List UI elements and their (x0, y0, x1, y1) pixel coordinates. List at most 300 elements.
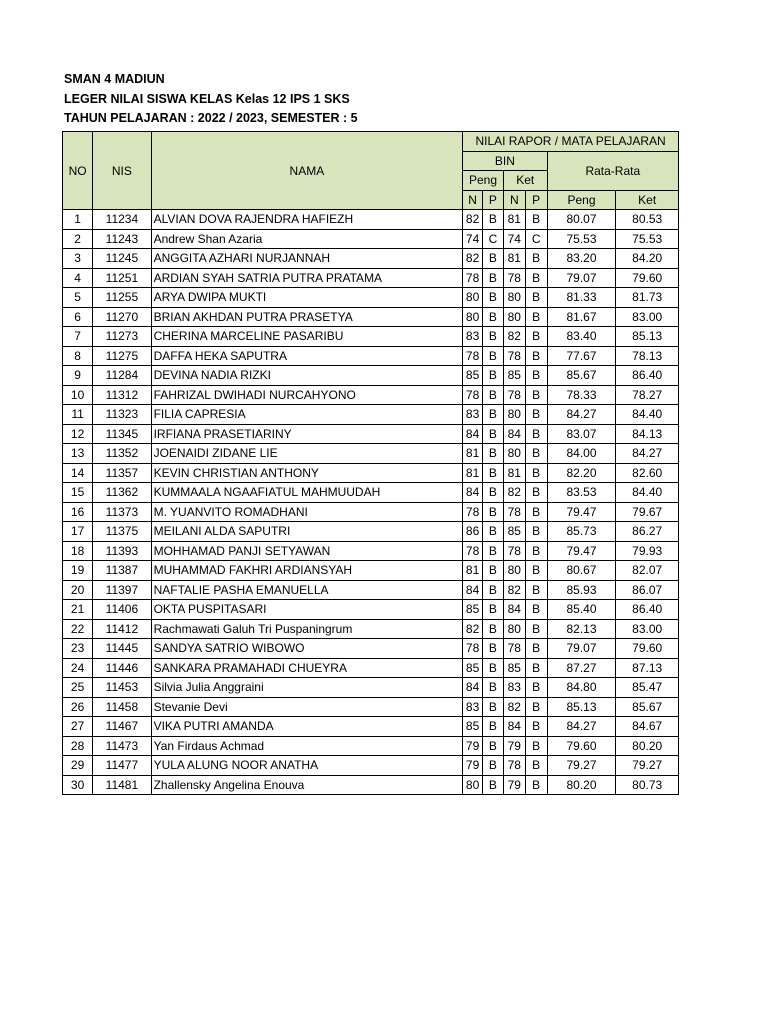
table-row (63, 268, 679, 288)
table-row (63, 580, 679, 600)
cell-no: 13 (63, 444, 93, 464)
cell-peng-n: 78 (463, 346, 483, 366)
cell-nama: BRIAN AKHDAN PUTRA PRASETYA (151, 307, 463, 327)
school-name: SMAN 4 MADIUN (64, 72, 165, 86)
cell-peng-p: B (483, 580, 504, 600)
cell-peng-n: 85 (463, 658, 483, 678)
cell-avg-ket: 79.60 (616, 639, 679, 659)
cell-peng-p: B (483, 288, 504, 308)
table-row (63, 561, 679, 581)
cell-no: 6 (63, 307, 93, 327)
cell-avg-ket: 80.73 (616, 775, 679, 795)
cell-peng-p: B (483, 619, 504, 639)
cell-peng-n: 79 (463, 736, 483, 756)
cell-avg-ket: 82.60 (616, 463, 679, 483)
cell-avg-ket: 79.93 (616, 541, 679, 561)
cell-peng-n: 84 (463, 424, 483, 444)
table-row (63, 619, 679, 639)
col-nama-header: NAMA (151, 132, 463, 210)
cell-avg-ket: 83.00 (616, 307, 679, 327)
cell-nis: 11458 (93, 697, 151, 717)
table-row (63, 541, 679, 561)
cell-ket-p: B (525, 522, 547, 542)
cell-avg-ket: 84.20 (616, 249, 679, 269)
cell-avg-ket: 85.47 (616, 678, 679, 698)
col-no-header: NO (63, 132, 93, 210)
cell-avg-peng: 83.53 (547, 483, 616, 503)
grades-table (62, 131, 679, 795)
cell-ket-n: 80 (503, 619, 525, 639)
cell-nis: 11373 (93, 502, 151, 522)
cell-avg-peng: 82.20 (547, 463, 616, 483)
cell-avg-peng: 80.20 (547, 775, 616, 795)
cell-ket-p: B (525, 756, 547, 776)
cell-ket-n: 82 (503, 697, 525, 717)
cell-peng-n: 78 (463, 639, 483, 659)
cell-no: 30 (63, 775, 93, 795)
cell-nama: MUHAMMAD FAKHRI ARDIANSYAH (151, 561, 463, 581)
cell-avg-peng: 85.40 (547, 600, 616, 620)
cell-avg-peng: 78.33 (547, 385, 616, 405)
cell-avg-ket: 86.07 (616, 580, 679, 600)
cell-avg-ket: 84.40 (616, 483, 679, 503)
cell-ket-n: 84 (503, 424, 525, 444)
group-title-header: NILAI RAPOR / MATA PELAJARAN (463, 132, 679, 152)
cell-nama: ARDIAN SYAH SATRIA PUTRA PRATAMA (151, 268, 463, 288)
cell-nama: KUMMAALA NGAAFIATUL MAHMUUDAH (151, 483, 463, 503)
cell-avg-ket: 80.53 (616, 210, 679, 230)
cell-nis: 11446 (93, 658, 151, 678)
cell-ket-p: B (525, 502, 547, 522)
cell-peng-p: B (483, 658, 504, 678)
table-row (63, 678, 679, 698)
cell-no: 28 (63, 736, 93, 756)
cell-nis: 11406 (93, 600, 151, 620)
cell-avg-ket: 79.67 (616, 502, 679, 522)
table-row (63, 736, 679, 756)
cell-ket-p: B (525, 268, 547, 288)
cell-peng-n: 83 (463, 327, 483, 347)
cell-nis: 11243 (93, 229, 151, 249)
cell-peng-p: B (483, 775, 504, 795)
cell-nama: Zhallensky Angelina Enouva (151, 775, 463, 795)
cell-nama: NAFTALIE PASHA EMANUELLA (151, 580, 463, 600)
cell-peng-p: B (483, 502, 504, 522)
cell-ket-n: 78 (503, 346, 525, 366)
cell-avg-peng: 83.07 (547, 424, 616, 444)
cell-nama: FILIA CAPRESIA (151, 405, 463, 425)
ket-header: Ket (503, 171, 547, 191)
cell-no: 15 (63, 483, 93, 503)
cell-peng-n: 84 (463, 678, 483, 698)
cell-nama: KEVIN CHRISTIAN ANTHONY (151, 463, 463, 483)
cell-nis: 11270 (93, 307, 151, 327)
ket-n-header: N (503, 190, 525, 210)
cell-avg-peng: 79.07 (547, 268, 616, 288)
cell-nama: IRFIANA PRASETIARINY (151, 424, 463, 444)
cell-nama: ALVIAN DOVA RAJENDRA HAFIEZH (151, 210, 463, 230)
table-row (63, 385, 679, 405)
table-row (63, 366, 679, 386)
peng-n-header: N (463, 190, 483, 210)
cell-nama: DEVINA NADIA RIZKI (151, 366, 463, 386)
cell-ket-n: 85 (503, 366, 525, 386)
cell-ket-p: B (525, 385, 547, 405)
table-row (63, 405, 679, 425)
cell-avg-ket: 85.67 (616, 697, 679, 717)
cell-no: 2 (63, 229, 93, 249)
cell-avg-ket: 84.27 (616, 444, 679, 464)
table-row (63, 483, 679, 503)
cell-ket-p: B (525, 736, 547, 756)
cell-ket-p: B (525, 697, 547, 717)
cell-no: 8 (63, 346, 93, 366)
cell-no: 21 (63, 600, 93, 620)
cell-ket-n: 82 (503, 483, 525, 503)
cell-ket-n: 80 (503, 405, 525, 425)
cell-peng-p: B (483, 307, 504, 327)
cell-ket-p: B (525, 658, 547, 678)
peng-p-header: P (483, 190, 504, 210)
leger-title: LEGER NILAI SISWA KELAS Kelas 12 IPS 1 SKS (64, 91, 350, 106)
cell-peng-p: B (483, 249, 504, 269)
cell-peng-p: B (483, 268, 504, 288)
cell-peng-n: 78 (463, 385, 483, 405)
table-row (63, 346, 679, 366)
cell-nis: 11473 (93, 736, 151, 756)
cell-peng-p: B (483, 405, 504, 425)
cell-no: 14 (63, 463, 93, 483)
cell-peng-p: B (483, 346, 504, 366)
cell-ket-n: 84 (503, 717, 525, 737)
cell-peng-p: B (483, 483, 504, 503)
cell-nama: JOENAIDI ZIDANE LIE (151, 444, 463, 464)
ket-p-header: P (525, 190, 547, 210)
cell-peng-n: 85 (463, 717, 483, 737)
table-row (63, 717, 679, 737)
cell-no: 16 (63, 502, 93, 522)
avg-peng-header: Peng (547, 190, 616, 210)
cell-ket-n: 85 (503, 522, 525, 542)
cell-avg-ket: 86.27 (616, 522, 679, 542)
cell-nis: 11375 (93, 522, 151, 542)
cell-nis: 11387 (93, 561, 151, 581)
cell-ket-p: B (525, 424, 547, 444)
cell-nama: VIKA PUTRI AMANDA (151, 717, 463, 737)
cell-ket-n: 84 (503, 600, 525, 620)
cell-peng-p: B (483, 522, 504, 542)
cell-no: 5 (63, 288, 93, 308)
cell-no: 20 (63, 580, 93, 600)
cell-ket-p: B (525, 717, 547, 737)
cell-peng-n: 85 (463, 366, 483, 386)
cell-avg-peng: 79.07 (547, 639, 616, 659)
cell-avg-peng: 85.73 (547, 522, 616, 542)
table-row (63, 502, 679, 522)
cell-no: 26 (63, 697, 93, 717)
cell-ket-n: 80 (503, 444, 525, 464)
cell-peng-p: B (483, 736, 504, 756)
cell-peng-n: 86 (463, 522, 483, 542)
cell-nis: 11323 (93, 405, 151, 425)
cell-peng-n: 84 (463, 483, 483, 503)
cell-nis: 11234 (93, 210, 151, 230)
cell-peng-p: B (483, 385, 504, 405)
cell-peng-p: B (483, 678, 504, 698)
cell-ket-n: 78 (503, 541, 525, 561)
cell-nama: MEILANI ALDA SAPUTRI (151, 522, 463, 542)
cell-avg-peng: 80.07 (547, 210, 616, 230)
cell-ket-p: B (525, 541, 547, 561)
cell-avg-peng: 84.27 (547, 717, 616, 737)
cell-avg-peng: 83.20 (547, 249, 616, 269)
cell-nis: 11412 (93, 619, 151, 639)
cell-peng-n: 82 (463, 249, 483, 269)
cell-nis: 11352 (93, 444, 151, 464)
cell-ket-n: 79 (503, 775, 525, 795)
document-heading (64, 70, 358, 129)
table-row (63, 229, 679, 249)
cell-ket-p: B (525, 307, 547, 327)
cell-avg-peng: 81.33 (547, 288, 616, 308)
cell-ket-p: B (525, 561, 547, 581)
table-row (63, 775, 679, 795)
cell-ket-n: 82 (503, 327, 525, 347)
cell-ket-p: B (525, 346, 547, 366)
cell-ket-n: 79 (503, 736, 525, 756)
cell-nama: Stevanie Devi (151, 697, 463, 717)
cell-no: 23 (63, 639, 93, 659)
cell-avg-peng: 75.53 (547, 229, 616, 249)
table-row (63, 424, 679, 444)
cell-ket-n: 85 (503, 658, 525, 678)
cell-avg-peng: 79.27 (547, 756, 616, 776)
cell-nama: SANKARA PRAMAHADI CHUEYRA (151, 658, 463, 678)
cell-ket-n: 74 (503, 229, 525, 249)
cell-nis: 11357 (93, 463, 151, 483)
cell-ket-p: B (525, 600, 547, 620)
cell-ket-n: 78 (503, 639, 525, 659)
cell-avg-ket: 78.27 (616, 385, 679, 405)
cell-avg-ket: 86.40 (616, 600, 679, 620)
cell-peng-n: 80 (463, 307, 483, 327)
table-row (63, 658, 679, 678)
cell-no: 22 (63, 619, 93, 639)
cell-peng-n: 80 (463, 288, 483, 308)
cell-avg-peng: 77.67 (547, 346, 616, 366)
cell-ket-n: 80 (503, 288, 525, 308)
cell-nis: 11345 (93, 424, 151, 444)
cell-nis: 11284 (93, 366, 151, 386)
cell-nis: 11275 (93, 346, 151, 366)
cell-peng-n: 78 (463, 541, 483, 561)
cell-ket-p: B (525, 639, 547, 659)
cell-peng-n: 79 (463, 756, 483, 776)
cell-nama: Silvia Julia Anggraini (151, 678, 463, 698)
cell-peng-n: 82 (463, 210, 483, 230)
table-row (63, 288, 679, 308)
avg-ket-header: Ket (616, 190, 679, 210)
table-row (63, 327, 679, 347)
cell-nama: Yan Firdaus Achmad (151, 736, 463, 756)
cell-nama: MOHHAMAD PANJI SETYAWAN (151, 541, 463, 561)
cell-peng-p: B (483, 424, 504, 444)
cell-peng-n: 81 (463, 463, 483, 483)
cell-ket-n: 81 (503, 249, 525, 269)
cell-nis: 11467 (93, 717, 151, 737)
table-row (63, 307, 679, 327)
table-row (63, 697, 679, 717)
cell-avg-peng: 87.27 (547, 658, 616, 678)
cell-nama: Andrew Shan Azaria (151, 229, 463, 249)
cell-avg-peng: 82.13 (547, 619, 616, 639)
cell-avg-peng: 81.67 (547, 307, 616, 327)
cell-no: 10 (63, 385, 93, 405)
cell-ket-p: B (525, 775, 547, 795)
cell-no: 11 (63, 405, 93, 425)
cell-peng-n: 78 (463, 502, 483, 522)
cell-nis: 11477 (93, 756, 151, 776)
cell-avg-ket: 84.40 (616, 405, 679, 425)
peng-header: Peng (463, 171, 504, 191)
table-body (63, 210, 679, 795)
cell-avg-ket: 84.13 (616, 424, 679, 444)
table-row (63, 756, 679, 776)
cell-ket-n: 78 (503, 385, 525, 405)
cell-ket-n: 80 (503, 561, 525, 581)
cell-nis: 11362 (93, 483, 151, 503)
cell-avg-ket: 80.20 (616, 736, 679, 756)
cell-avg-ket: 75.53 (616, 229, 679, 249)
cell-peng-n: 85 (463, 600, 483, 620)
cell-nis: 11445 (93, 639, 151, 659)
cell-no: 25 (63, 678, 93, 698)
cell-ket-p: B (525, 288, 547, 308)
cell-peng-n: 82 (463, 619, 483, 639)
cell-ket-p: B (525, 444, 547, 464)
cell-ket-p: B (525, 580, 547, 600)
cell-avg-ket: 81.73 (616, 288, 679, 308)
cell-no: 7 (63, 327, 93, 347)
cell-peng-n: 81 (463, 561, 483, 581)
cell-peng-p: B (483, 463, 504, 483)
cell-avg-peng: 79.60 (547, 736, 616, 756)
cell-peng-p: B (483, 210, 504, 230)
cell-avg-ket: 85.13 (616, 327, 679, 347)
cell-peng-n: 80 (463, 775, 483, 795)
cell-ket-p: B (525, 463, 547, 483)
cell-ket-p: B (525, 210, 547, 230)
cell-avg-ket: 87.13 (616, 658, 679, 678)
cell-avg-ket: 84.67 (616, 717, 679, 737)
cell-no: 12 (63, 424, 93, 444)
cell-nis: 11481 (93, 775, 151, 795)
cell-peng-p: B (483, 541, 504, 561)
cell-ket-n: 82 (503, 580, 525, 600)
cell-no: 29 (63, 756, 93, 776)
table-row (63, 522, 679, 542)
cell-peng-p: B (483, 327, 504, 347)
cell-peng-p: B (483, 639, 504, 659)
cell-avg-ket: 82.07 (616, 561, 679, 581)
cell-ket-n: 78 (503, 756, 525, 776)
cell-nis: 11273 (93, 327, 151, 347)
cell-avg-peng: 85.13 (547, 697, 616, 717)
cell-peng-n: 81 (463, 444, 483, 464)
cell-avg-ket: 78.13 (616, 346, 679, 366)
cell-peng-n: 84 (463, 580, 483, 600)
table-row (63, 444, 679, 464)
cell-peng-p: B (483, 600, 504, 620)
cell-ket-n: 81 (503, 210, 525, 230)
table-row (63, 249, 679, 269)
cell-nama: CHERINA MARCELINE PASARIBU (151, 327, 463, 347)
cell-peng-n: 83 (463, 697, 483, 717)
cell-peng-n: 74 (463, 229, 483, 249)
cell-ket-p: B (525, 483, 547, 503)
cell-peng-p: B (483, 366, 504, 386)
rata-rata-header: Rata-Rata (547, 151, 678, 190)
cell-nama: Rachmawati Galuh Tri Puspaningrum (151, 619, 463, 639)
cell-avg-peng: 84.80 (547, 678, 616, 698)
cell-nis: 11397 (93, 580, 151, 600)
cell-no: 19 (63, 561, 93, 581)
cell-avg-peng: 84.00 (547, 444, 616, 464)
cell-no: 3 (63, 249, 93, 269)
cell-nis: 11245 (93, 249, 151, 269)
cell-nama: OKTA PUSPITASARI (151, 600, 463, 620)
cell-peng-p: B (483, 717, 504, 737)
cell-ket-n: 80 (503, 307, 525, 327)
cell-nis: 11393 (93, 541, 151, 561)
cell-nama: YULA ALUNG NOOR ANATHA (151, 756, 463, 776)
cell-avg-ket: 79.60 (616, 268, 679, 288)
academic-year: TAHUN PELAJARAN : 2022 / 2023, SEMESTER : 5 (64, 111, 358, 125)
cell-peng-n: 78 (463, 268, 483, 288)
cell-ket-p: B (525, 619, 547, 639)
cell-no: 1 (63, 210, 93, 230)
cell-nis: 11255 (93, 288, 151, 308)
cell-no: 4 (63, 268, 93, 288)
cell-avg-ket: 86.40 (616, 366, 679, 386)
col-nis-header: NIS (93, 132, 151, 210)
cell-no: 17 (63, 522, 93, 542)
cell-avg-ket: 79.27 (616, 756, 679, 776)
cell-avg-peng: 80.67 (547, 561, 616, 581)
cell-no: 27 (63, 717, 93, 737)
cell-avg-ket: 83.00 (616, 619, 679, 639)
table-row (63, 463, 679, 483)
cell-nis: 11251 (93, 268, 151, 288)
cell-ket-p: B (525, 249, 547, 269)
cell-peng-p: B (483, 697, 504, 717)
cell-ket-p: B (525, 678, 547, 698)
cell-peng-p: B (483, 444, 504, 464)
cell-peng-p: B (483, 756, 504, 776)
table-row (63, 639, 679, 659)
cell-nis: 11453 (93, 678, 151, 698)
cell-ket-n: 78 (503, 502, 525, 522)
cell-avg-peng: 83.40 (547, 327, 616, 347)
cell-avg-peng: 85.93 (547, 580, 616, 600)
cell-no: 18 (63, 541, 93, 561)
cell-nama: ARYA DWIPA MUKTI (151, 288, 463, 308)
cell-peng-n: 83 (463, 405, 483, 425)
cell-ket-p: C (525, 229, 547, 249)
cell-ket-p: B (525, 366, 547, 386)
cell-nama: DAFFA HEKA SAPUTRA (151, 346, 463, 366)
cell-peng-p: C (483, 229, 504, 249)
